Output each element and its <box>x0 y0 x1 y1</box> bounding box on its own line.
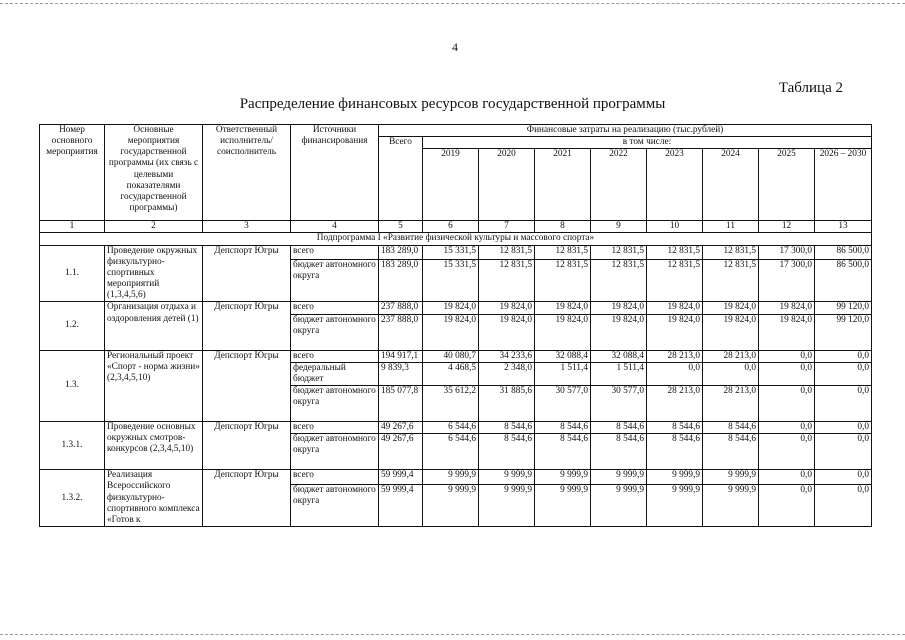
column-number: 3 <box>203 221 291 233</box>
amount-cell: 0,0 <box>815 386 872 422</box>
amount-cell: 0,0 <box>759 434 815 470</box>
amount-cell: 9 999,9 <box>479 484 535 526</box>
amount-cell: 1 511,4 <box>591 362 647 385</box>
funding-source: всего <box>291 422 379 434</box>
column-number: 13 <box>815 221 872 233</box>
amount-cell: 30 577,0 <box>591 386 647 422</box>
column-number: 2 <box>105 221 203 233</box>
amount-cell: 19 824,0 <box>591 314 647 350</box>
header-year: 2019 <box>423 149 479 221</box>
table-label: Таблица 2 <box>778 80 843 96</box>
amount-cell: 28 213,0 <box>647 386 703 422</box>
amount-cell: 19 824,0 <box>647 302 703 314</box>
subprogram-title: Подпрограмма I «Развитие физической культуры и массового спорта» <box>40 233 872 245</box>
table-row <box>40 350 872 362</box>
column-number: 9 <box>591 221 647 233</box>
amount-cell: 8 544,6 <box>647 422 703 434</box>
header-sources: Источники финансирования <box>291 125 379 221</box>
amount-cell: 6 544,6 <box>423 434 479 470</box>
funding-source: всего <box>291 350 379 362</box>
amount-cell: 0,0 <box>759 362 815 385</box>
amount-cell: 99 120,0 <box>815 302 872 314</box>
amount-cell: 8 544,6 <box>479 434 535 470</box>
table-row <box>40 302 872 314</box>
scan-edge-top <box>0 3 905 4</box>
amount-cell: 19 824,0 <box>423 302 479 314</box>
funding-source: бюджет автономного округа <box>291 314 379 350</box>
amount-cell: 9 999,9 <box>423 484 479 526</box>
header-finance: Финансовые затраты на реализацию (тыс.рублей) <box>379 125 872 137</box>
header-year: 2022 <box>591 149 647 221</box>
column-number: 8 <box>535 221 591 233</box>
amount-cell: 1 511,4 <box>535 362 591 385</box>
amount-cell: 17 300,0 <box>759 245 815 259</box>
amount-cell: 183 289,0 <box>379 245 423 259</box>
amount-cell: 34 233,6 <box>479 350 535 362</box>
column-number: 10 <box>647 221 703 233</box>
header-executor: Ответственный исполнитель/ соисполнитель <box>203 125 291 221</box>
amount-cell: 8 544,6 <box>479 422 535 434</box>
amount-cell: 9 999,9 <box>535 484 591 526</box>
funding-source: бюджет автономного округа <box>291 259 379 301</box>
amount-cell: 9 999,9 <box>591 484 647 526</box>
amount-cell: 6 544,6 <box>423 422 479 434</box>
amount-cell: 19 824,0 <box>703 302 759 314</box>
amount-cell: 86 500,0 <box>815 245 872 259</box>
amount-cell: 12 831,5 <box>479 259 535 301</box>
amount-cell: 0,0 <box>703 362 759 385</box>
amount-cell: 0,0 <box>815 470 872 484</box>
amount-cell: 40 080,7 <box>423 350 479 362</box>
amount-cell: 12 831,5 <box>479 245 535 259</box>
amount-cell: 19 824,0 <box>703 314 759 350</box>
column-number: 12 <box>759 221 815 233</box>
amount-cell: 8 544,6 <box>591 422 647 434</box>
activity-number: 1.3.2. <box>40 470 105 527</box>
amount-cell: 0,0 <box>815 484 872 526</box>
amount-cell: 9 999,9 <box>591 470 647 484</box>
activity-executor: Депспорт Югры <box>203 245 291 302</box>
amount-cell: 9 999,9 <box>647 470 703 484</box>
amount-cell: 19 824,0 <box>759 302 815 314</box>
amount-cell: 19 824,0 <box>423 314 479 350</box>
amount-cell: 9 999,9 <box>423 470 479 484</box>
funding-source: бюджет автономного округа <box>291 434 379 470</box>
header-number: Номер основного мероприятия <box>40 125 105 221</box>
amount-cell: 0,0 <box>759 470 815 484</box>
header-including: в том числе: <box>423 137 872 149</box>
funding-source: бюджет автономного округа <box>291 484 379 526</box>
header-year: 2025 <box>759 149 815 221</box>
amount-cell: 59 999,4 <box>379 470 423 484</box>
amount-cell: 4 468,5 <box>423 362 479 385</box>
amount-cell: 8 544,6 <box>647 434 703 470</box>
amount-cell: 28 213,0 <box>647 350 703 362</box>
activity-name: Реализация Всероссийского физкультурно-спортивного комплекса «Готов к <box>105 470 203 527</box>
column-number: 5 <box>379 221 423 233</box>
amount-cell: 19 824,0 <box>535 314 591 350</box>
amount-cell: 12 831,5 <box>535 245 591 259</box>
amount-cell: 59 999,4 <box>379 484 423 526</box>
header-total: Всего <box>379 137 423 221</box>
amount-cell: 0,0 <box>647 362 703 385</box>
column-number: 4 <box>291 221 379 233</box>
amount-cell: 9 999,9 <box>703 470 759 484</box>
amount-cell: 8 544,6 <box>591 434 647 470</box>
amount-cell: 0,0 <box>815 350 872 362</box>
amount-cell: 49 267,6 <box>379 434 423 470</box>
amount-cell: 19 824,0 <box>479 302 535 314</box>
activity-number: 1.1. <box>40 245 105 302</box>
table-row <box>40 245 872 259</box>
amount-cell: 194 917,1 <box>379 350 423 362</box>
finance-table <box>39 124 872 527</box>
amount-cell: 31 885,6 <box>479 386 535 422</box>
amount-cell: 15 331,5 <box>423 245 479 259</box>
amount-cell: 15 331,5 <box>423 259 479 301</box>
header-year: 2024 <box>703 149 759 221</box>
activity-name: Проведение основных окружных смотров-конкурсов (2,3,4,5,10) <box>105 422 203 470</box>
funding-source: федеральный бюджет <box>291 362 379 385</box>
activity-name: Организация отдыха и оздоровления детей (1) <box>105 302 203 350</box>
column-number: 6 <box>423 221 479 233</box>
page-number: 4 <box>452 40 458 54</box>
header-year: 2021 <box>535 149 591 221</box>
activity-executor: Депспорт Югры <box>203 470 291 527</box>
amount-cell: 0,0 <box>759 386 815 422</box>
amount-cell: 185 077,8 <box>379 386 423 422</box>
activity-number: 1.2. <box>40 302 105 350</box>
amount-cell: 19 824,0 <box>591 302 647 314</box>
activity-executor: Депспорт Югры <box>203 302 291 350</box>
amount-cell: 9 999,9 <box>703 484 759 526</box>
scan-edge-bottom <box>0 634 905 635</box>
amount-cell: 12 831,5 <box>703 245 759 259</box>
amount-cell: 9 839,3 <box>379 362 423 385</box>
amount-cell: 0,0 <box>759 350 815 362</box>
column-number: 7 <box>479 221 535 233</box>
amount-cell: 49 267,6 <box>379 422 423 434</box>
activity-name: Региональный проект «Спорт - норма жизни» (2,3,4,5,10) <box>105 350 203 421</box>
amount-cell: 0,0 <box>759 484 815 526</box>
amount-cell: 17 300,0 <box>759 259 815 301</box>
activity-name: Проведение окружных физкультурно-спортивных мероприятий (1,3,4,5,6) <box>105 245 203 302</box>
amount-cell: 32 088,4 <box>535 350 591 362</box>
amount-cell: 12 831,5 <box>647 245 703 259</box>
amount-cell: 12 831,5 <box>535 259 591 301</box>
amount-cell: 237 888,0 <box>379 302 423 314</box>
amount-cell: 0,0 <box>759 422 815 434</box>
amount-cell: 183 289,0 <box>379 259 423 301</box>
activity-number: 1.3.1. <box>40 422 105 470</box>
amount-cell: 0,0 <box>815 362 872 385</box>
funding-source: всего <box>291 470 379 484</box>
amount-cell: 2 348,0 <box>479 362 535 385</box>
header-activities: Основные мероприятия государственной программы (их связь с целевыми показателями государственной программы) <box>105 125 203 221</box>
amount-cell: 12 831,5 <box>591 245 647 259</box>
column-number: 1 <box>40 221 105 233</box>
amount-cell: 99 120,0 <box>815 314 872 350</box>
activity-number: 1.3. <box>40 350 105 421</box>
amount-cell: 28 213,0 <box>703 386 759 422</box>
amount-cell: 9 999,9 <box>535 470 591 484</box>
amount-cell: 237 888,0 <box>379 314 423 350</box>
amount-cell: 9 999,9 <box>479 470 535 484</box>
amount-cell: 8 544,6 <box>703 434 759 470</box>
amount-cell: 12 831,5 <box>591 259 647 301</box>
table-row <box>40 470 872 484</box>
funding-source: бюджет автономного округа <box>291 386 379 422</box>
header-year: 2020 <box>479 149 535 221</box>
amount-cell: 86 500,0 <box>815 259 872 301</box>
amount-cell: 12 831,5 <box>647 259 703 301</box>
column-number: 11 <box>703 221 759 233</box>
activity-executor: Депспорт Югры <box>203 422 291 470</box>
header-year: 2023 <box>647 149 703 221</box>
amount-cell: 8 544,6 <box>535 422 591 434</box>
amount-cell: 8 544,6 <box>535 434 591 470</box>
amount-cell: 12 831,5 <box>703 259 759 301</box>
amount-cell: 35 612,2 <box>423 386 479 422</box>
amount-cell: 28 213,0 <box>703 350 759 362</box>
document-title: Распределение финансовых ресурсов государственной программы <box>239 96 666 112</box>
amount-cell: 8 544,6 <box>703 422 759 434</box>
amount-cell: 0,0 <box>815 422 872 434</box>
funding-source: всего <box>291 302 379 314</box>
amount-cell: 19 824,0 <box>479 314 535 350</box>
amount-cell: 32 088,4 <box>591 350 647 362</box>
amount-cell: 19 824,0 <box>647 314 703 350</box>
amount-cell: 30 577,0 <box>535 386 591 422</box>
table-row <box>40 422 872 434</box>
amount-cell: 0,0 <box>815 434 872 470</box>
amount-cell: 9 999,9 <box>647 484 703 526</box>
amount-cell: 19 824,0 <box>759 314 815 350</box>
amount-cell: 19 824,0 <box>535 302 591 314</box>
header-year: 2026 – 2030 <box>815 149 872 221</box>
funding-source: всего <box>291 245 379 259</box>
activity-executor: Депспорт Югры <box>203 350 291 421</box>
